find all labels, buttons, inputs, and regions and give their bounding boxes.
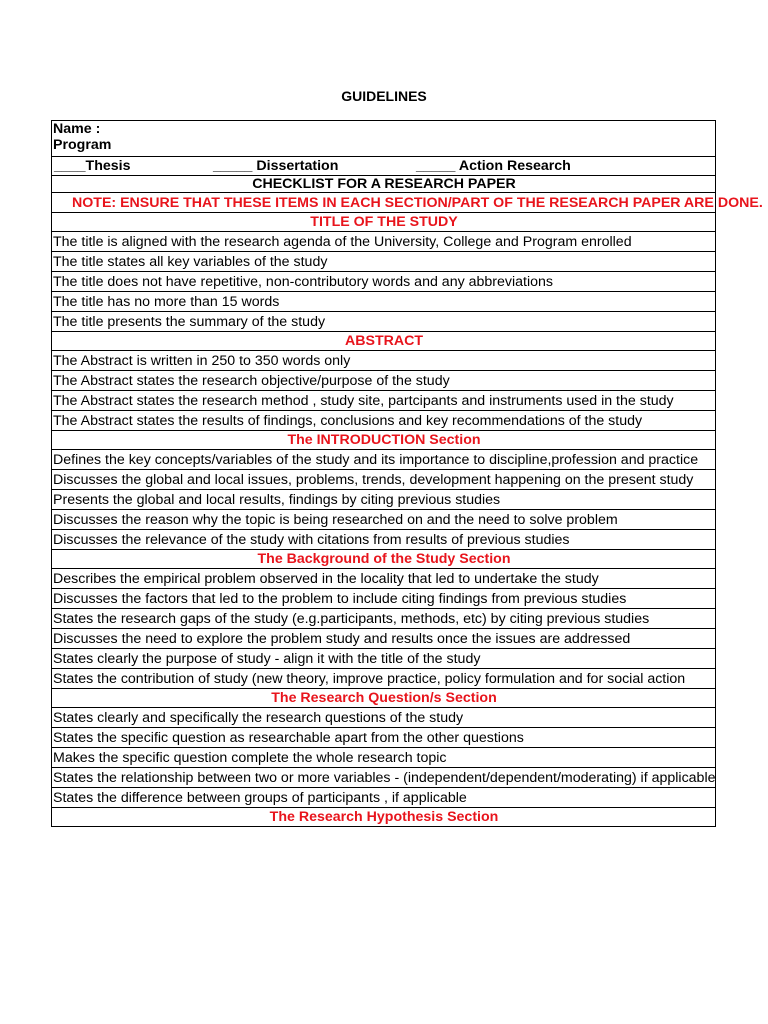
checklist-row [52,708,716,728]
checklist-row [52,252,716,272]
section-title: The Research Hypothesis Section [52,808,716,827]
checklist-row [52,351,716,371]
checklist-row [52,629,716,649]
name-program-row [52,121,716,157]
checklist-title: CHECKLIST FOR A RESEARCH PAPER [52,176,716,193]
checklist-row [52,768,716,788]
checklist-item: The Abstract is written in 250 to 350 words only [52,351,716,371]
note-row [52,193,716,213]
checklist-row [52,669,716,689]
checklist-item: States clearly the purpose of study - align it with the title of the study [52,649,716,669]
checklist-row [52,272,716,292]
checklist-item: The Abstract states the results of findings, conclusions and key recommendations of the study [52,411,716,431]
section-header-row [52,550,716,569]
checklist-row [52,609,716,629]
thesis-option[interactable]: ____Thesis [54,158,131,174]
note-text: NOTE: ENSURE THAT THESE ITEMS IN EACH SECTION/PART OF THE RESEARCH PAPER ARE DONE. [52,193,716,213]
checklist-item: States the research gaps of the study (e.g.participants, methods, etc) by citing previous studies [52,609,716,629]
program-type-row [52,157,716,176]
checklist-item: Describes the empirical problem observed in the locality that led to undertake the study [52,569,716,589]
checklist-item: The Abstract states the research objective/purpose of the study [52,371,716,391]
checklist-item: The title is aligned with the research agenda of the University, College and Program enrolled [52,232,716,252]
checklist-item: States the contribution of study (new theory, improve practice, policy formulation and for social action [52,669,716,689]
checklist-row [52,728,716,748]
checklist-item: Discusses the global and local issues, problems, trends, development happening on the present study [52,470,716,490]
checklist-item: States the difference between groups of participants , if applicable [52,788,716,808]
checklist-row [52,569,716,589]
checklist-row [52,649,716,669]
action-research-option[interactable]: _____ Action Research [416,158,571,174]
page-heading: GUIDELINES [341,88,427,104]
checklist-table [51,120,763,827]
section-title: ABSTRACT [52,332,716,351]
section-header-row [52,808,716,827]
checklist-item: The title does not have repetitive, non-contributory words and any abbreviations [52,272,716,292]
checklist-item: Discusses the reason why the topic is being researched on and the need to solve problem [52,510,716,530]
section-header-row [52,213,716,232]
checklist-item: Discusses the relevance of the study with citations from results of previous studies [52,530,716,550]
section-title: TITLE OF THE STUDY [52,213,716,232]
checklist-row [52,510,716,530]
checklist-item: Discusses the need to explore the problem study and results once the issues are addressed [52,629,716,649]
checklist-item: The title states all key variables of the study [52,252,716,272]
checklist-row [52,391,716,411]
checklist-row [52,312,716,332]
section-header-row [52,431,716,450]
checklist-item: The Abstract states the research method , study site, partcipants and instruments used in the study [52,391,716,411]
checklist-title-row [52,176,716,193]
checklist-row [52,530,716,550]
section-title: The Background of the Study Section [52,550,716,569]
dissertation-option[interactable]: _____ Dissertation [213,158,339,174]
checklist-item: Defines the key concepts/variables of the study and its importance to discipline,profession and practice [52,450,716,470]
name-label: Name : [53,121,101,137]
checklist-row [52,411,716,431]
checklist-row [52,490,716,510]
checklist-row [52,470,716,490]
checklist-row [52,371,716,391]
checklist-row [52,589,716,609]
checklist-item: Makes the specific question complete the whole research topic [52,748,716,768]
checklist-row [52,788,716,808]
checklist-item: Discusses the factors that led to the problem to include citing findings from previous studies [52,589,716,609]
section-title: The Research Question/s Section [52,689,716,708]
checklist-row [52,292,716,312]
checklist-item: The title has no more than 15 words [52,292,716,312]
section-header-row [52,689,716,708]
section-header-row [52,332,716,351]
checklist-item: States the specific question as researchable apart from the other questions [52,728,716,748]
program-label: Program [53,137,112,153]
checklist-row [52,748,716,768]
section-title: The INTRODUCTION Section [52,431,716,450]
checklist-item: States the relationship between two or more variables - (independent/dependent/moderating) if applicable [52,768,716,788]
checklist-item: Presents the global and local results, findings by citing previous studies [52,490,716,510]
checklist-row [52,450,716,470]
checklist-item: The title presents the summary of the study [52,312,716,332]
checklist-row [52,232,716,252]
checklist-item: States clearly and specifically the research questions of the study [52,708,716,728]
